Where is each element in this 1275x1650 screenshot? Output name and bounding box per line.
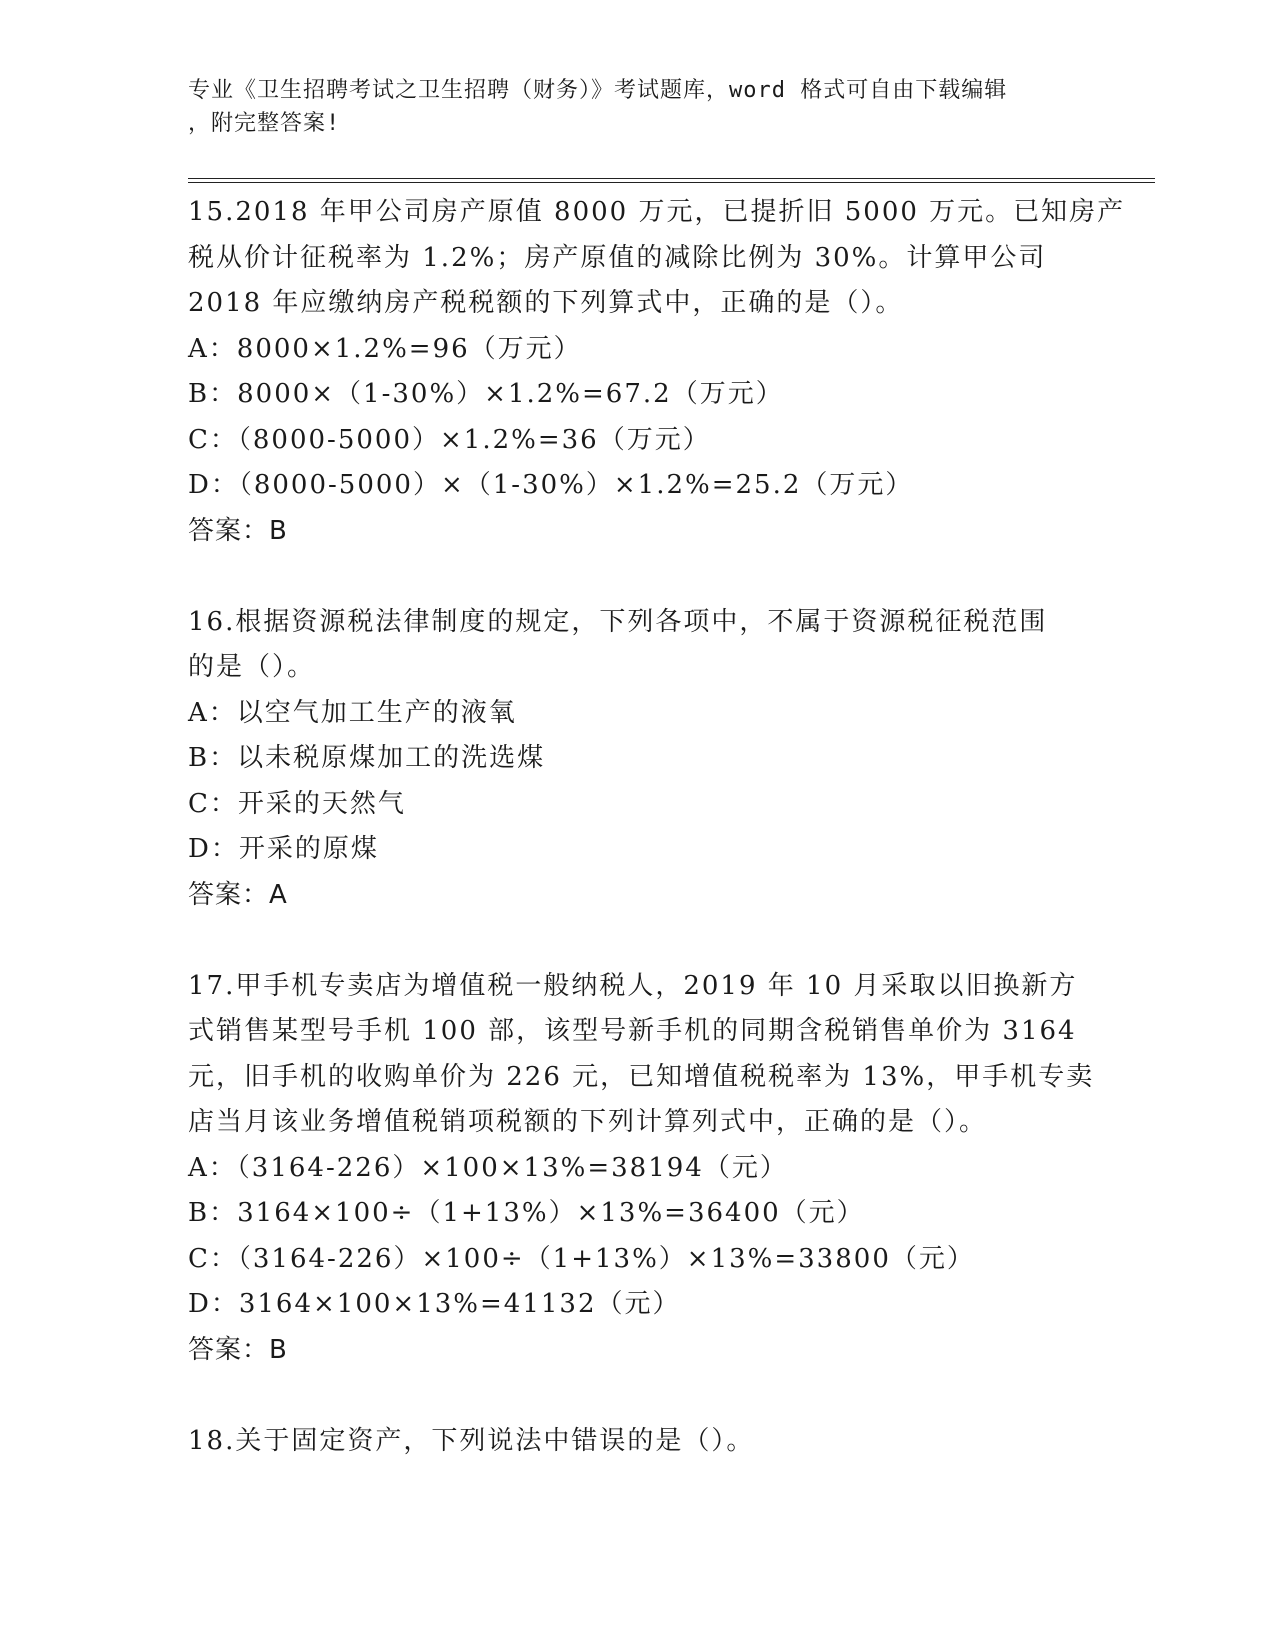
option-b: B：8000×（1-30%）×1.2%=67.2（万元） <box>188 379 784 409</box>
option-c: C：（8000-5000）×1.2%=36（万元） <box>188 424 711 455</box>
header-line-1: 专业《卫生招聘考试之卫生招聘（财务）》考试题库，word 格式可自由下载编辑 <box>188 78 1008 103</box>
question-stem-line: 元，旧手机的收购单价为 226 元，已知增值税税率为 13%，甲手机专卖 <box>188 1061 1095 1092</box>
option-c: C：（3164-226）×100÷（1+13%）×13%=33800（元） <box>188 1243 975 1274</box>
header-line-2: ，附完整答案! <box>188 111 341 136</box>
option-d: D：开采的原煤 <box>188 834 379 864</box>
question-stem-line: 16.根据资源税法律制度的规定，下列各项中，不属于资源税征税范围 <box>188 606 1048 637</box>
option-d: D：（8000-5000）×（1-30%）×1.2%=25.2（万元） <box>188 470 914 500</box>
question-stem-line: 的是（）。 <box>188 652 316 682</box>
answer-label: 答案：A <box>188 879 288 910</box>
question-16 <box>188 600 1128 919</box>
question-15 <box>188 190 1128 554</box>
header-divider <box>188 178 1155 183</box>
option-a: A：8000×1.2%=96（万元） <box>188 333 582 364</box>
option-a: A：（3164-226）×100×13%=38194（元） <box>188 1152 788 1183</box>
question-spacer <box>188 554 1128 600</box>
option-d: D：3164×100×13%=41132（元） <box>188 1289 681 1319</box>
question-stem-line: 式销售某型号手机 100 部，该型号新手机的同期含税销售单价为 3164 <box>188 1016 1077 1046</box>
option-a: A：以空气加工生产的液氧 <box>188 697 517 728</box>
answer-label: 答案：B <box>188 515 288 546</box>
document-header <box>188 74 1088 140</box>
question-list <box>188 190 1128 1464</box>
question-spacer <box>188 1373 1128 1419</box>
question-spacer <box>188 918 1128 964</box>
question-stem-line: 18.关于固定资产，下列说法中错误的是（）。 <box>188 1425 755 1456</box>
question-stem-line: 15.2018 年甲公司房产原值 8000 万元，已提折旧 5000 万元。已知房产 <box>188 197 1126 227</box>
answer-label: 答案：B <box>188 1334 288 1365</box>
option-c: C：开采的天然气 <box>188 788 406 819</box>
option-b: B：3164×100÷（1+13%）×13%=36400（元） <box>188 1198 865 1228</box>
question-18 <box>188 1419 1128 1465</box>
question-stem-line: 2018 年应缴纳房产税税额的下列算式中，正确的是（）。 <box>188 288 904 318</box>
question-stem-line: 店当月该业务增值税销项税额的下列计算列式中，正确的是（）。 <box>188 1107 988 1137</box>
question-stem-line: 税从价计征税率为 1.2%；房产原值的减除比例为 30%。计算甲公司 <box>188 242 1047 273</box>
option-b: B：以未税原煤加工的洗选煤 <box>188 743 546 773</box>
question-stem-line: 17.甲手机专卖店为增值税一般纳税人，2019 年 10 月采取以旧换新方 <box>188 970 1078 1001</box>
question-17 <box>188 964 1128 1374</box>
